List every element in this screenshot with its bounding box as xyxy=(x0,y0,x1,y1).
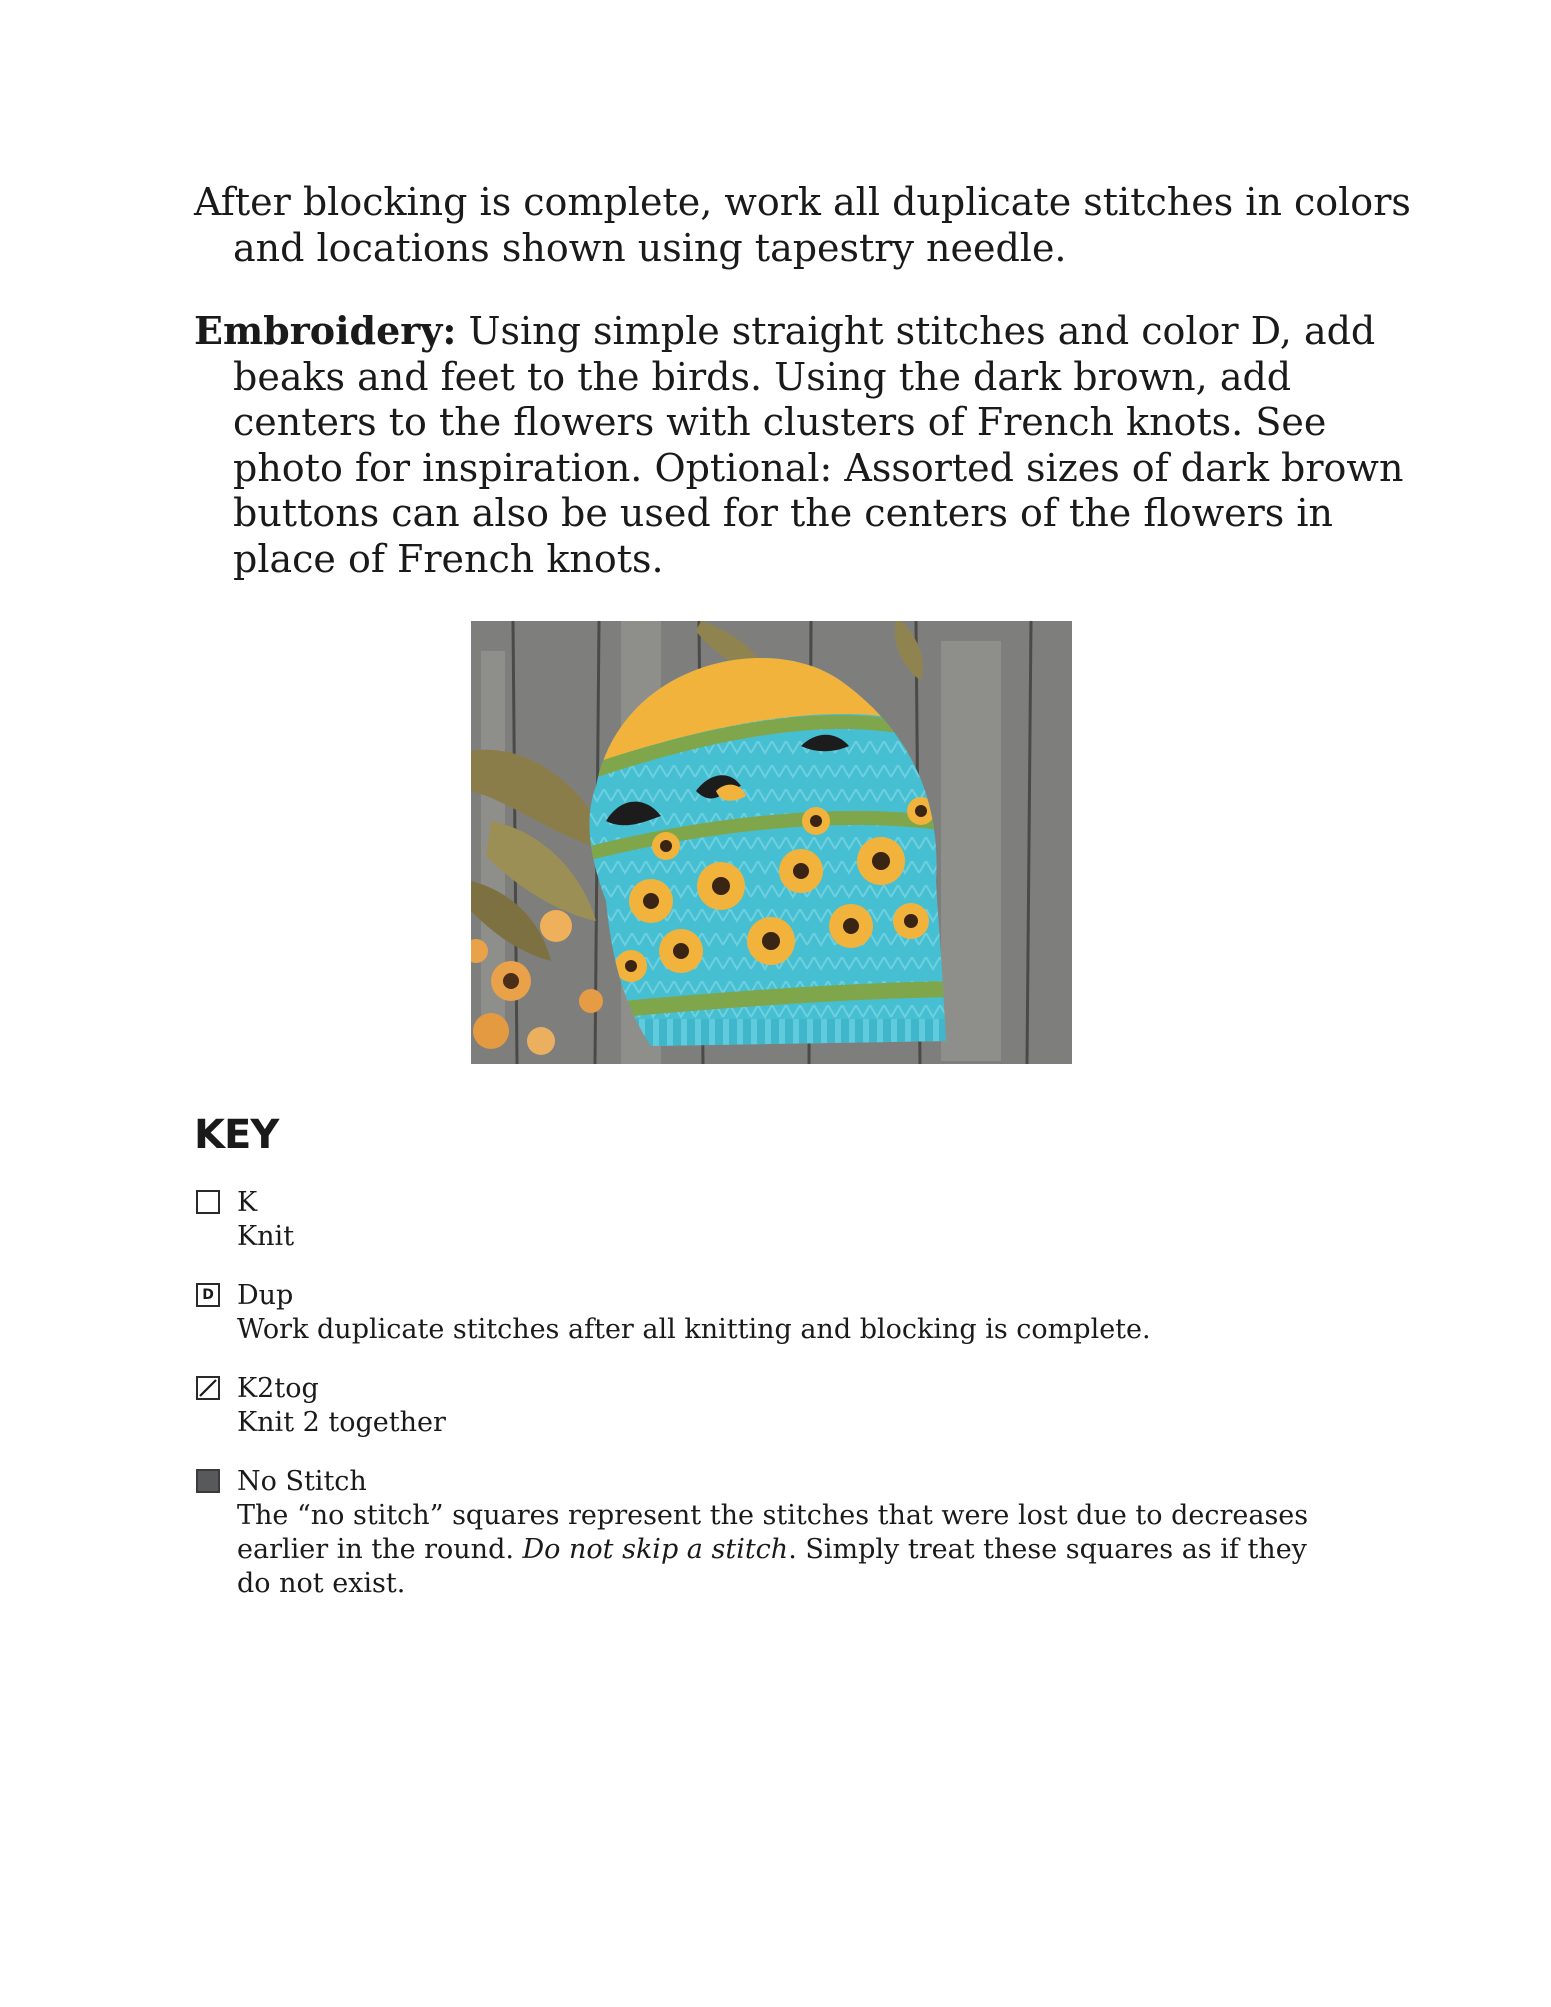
key-item-name: K xyxy=(237,1187,258,1218)
desc-emphasis: Do not skip a stitch xyxy=(522,1534,789,1565)
key-item-name: Dup xyxy=(237,1280,294,1311)
key-item-name: No Stitch xyxy=(237,1466,367,1497)
embroidery-label: Embroidery: xyxy=(194,308,457,353)
d-symbol: D xyxy=(202,1287,214,1303)
intro-paragraph xyxy=(194,180,1413,271)
embroidery-paragraph xyxy=(194,308,1413,582)
intro-text: After blocking is complete, work all duplicate stitches in colors and locations shown using tapestry needle. xyxy=(194,180,1411,270)
key-item-desc xyxy=(237,1499,1337,1601)
desc-post: . Simply treat these squares as if they do not exist. xyxy=(237,1534,1307,1599)
slash-square-icon xyxy=(196,1376,220,1400)
key-item-desc: Knit 2 together xyxy=(237,1407,446,1438)
empty-square-icon xyxy=(196,1190,220,1214)
key-item-desc: Work duplicate stitches after all knitting and blocking is complete. xyxy=(237,1314,1151,1345)
filled-square-icon xyxy=(196,1469,220,1493)
embroidery-text: Using simple straight stitches and color D, add beaks and feet to the birds. Using the dark brown, add centers to the flowers with clusters of French knots. See photo for inspiration. Optional: Assorted sizes of dark brown buttons can also be used for the centers of the flowers in place of French knots. xyxy=(233,309,1404,581)
key-item-desc: Knit xyxy=(237,1221,295,1252)
key-heading: KEY xyxy=(194,1112,279,1158)
key-item-name: K2tog xyxy=(237,1373,319,1404)
hat-photo xyxy=(471,621,1072,1064)
d-square-icon xyxy=(196,1283,220,1307)
desc-pre: The “no stitch” squares represent the stitches that were lost due to decreases earlier in the round. xyxy=(237,1500,1309,1565)
